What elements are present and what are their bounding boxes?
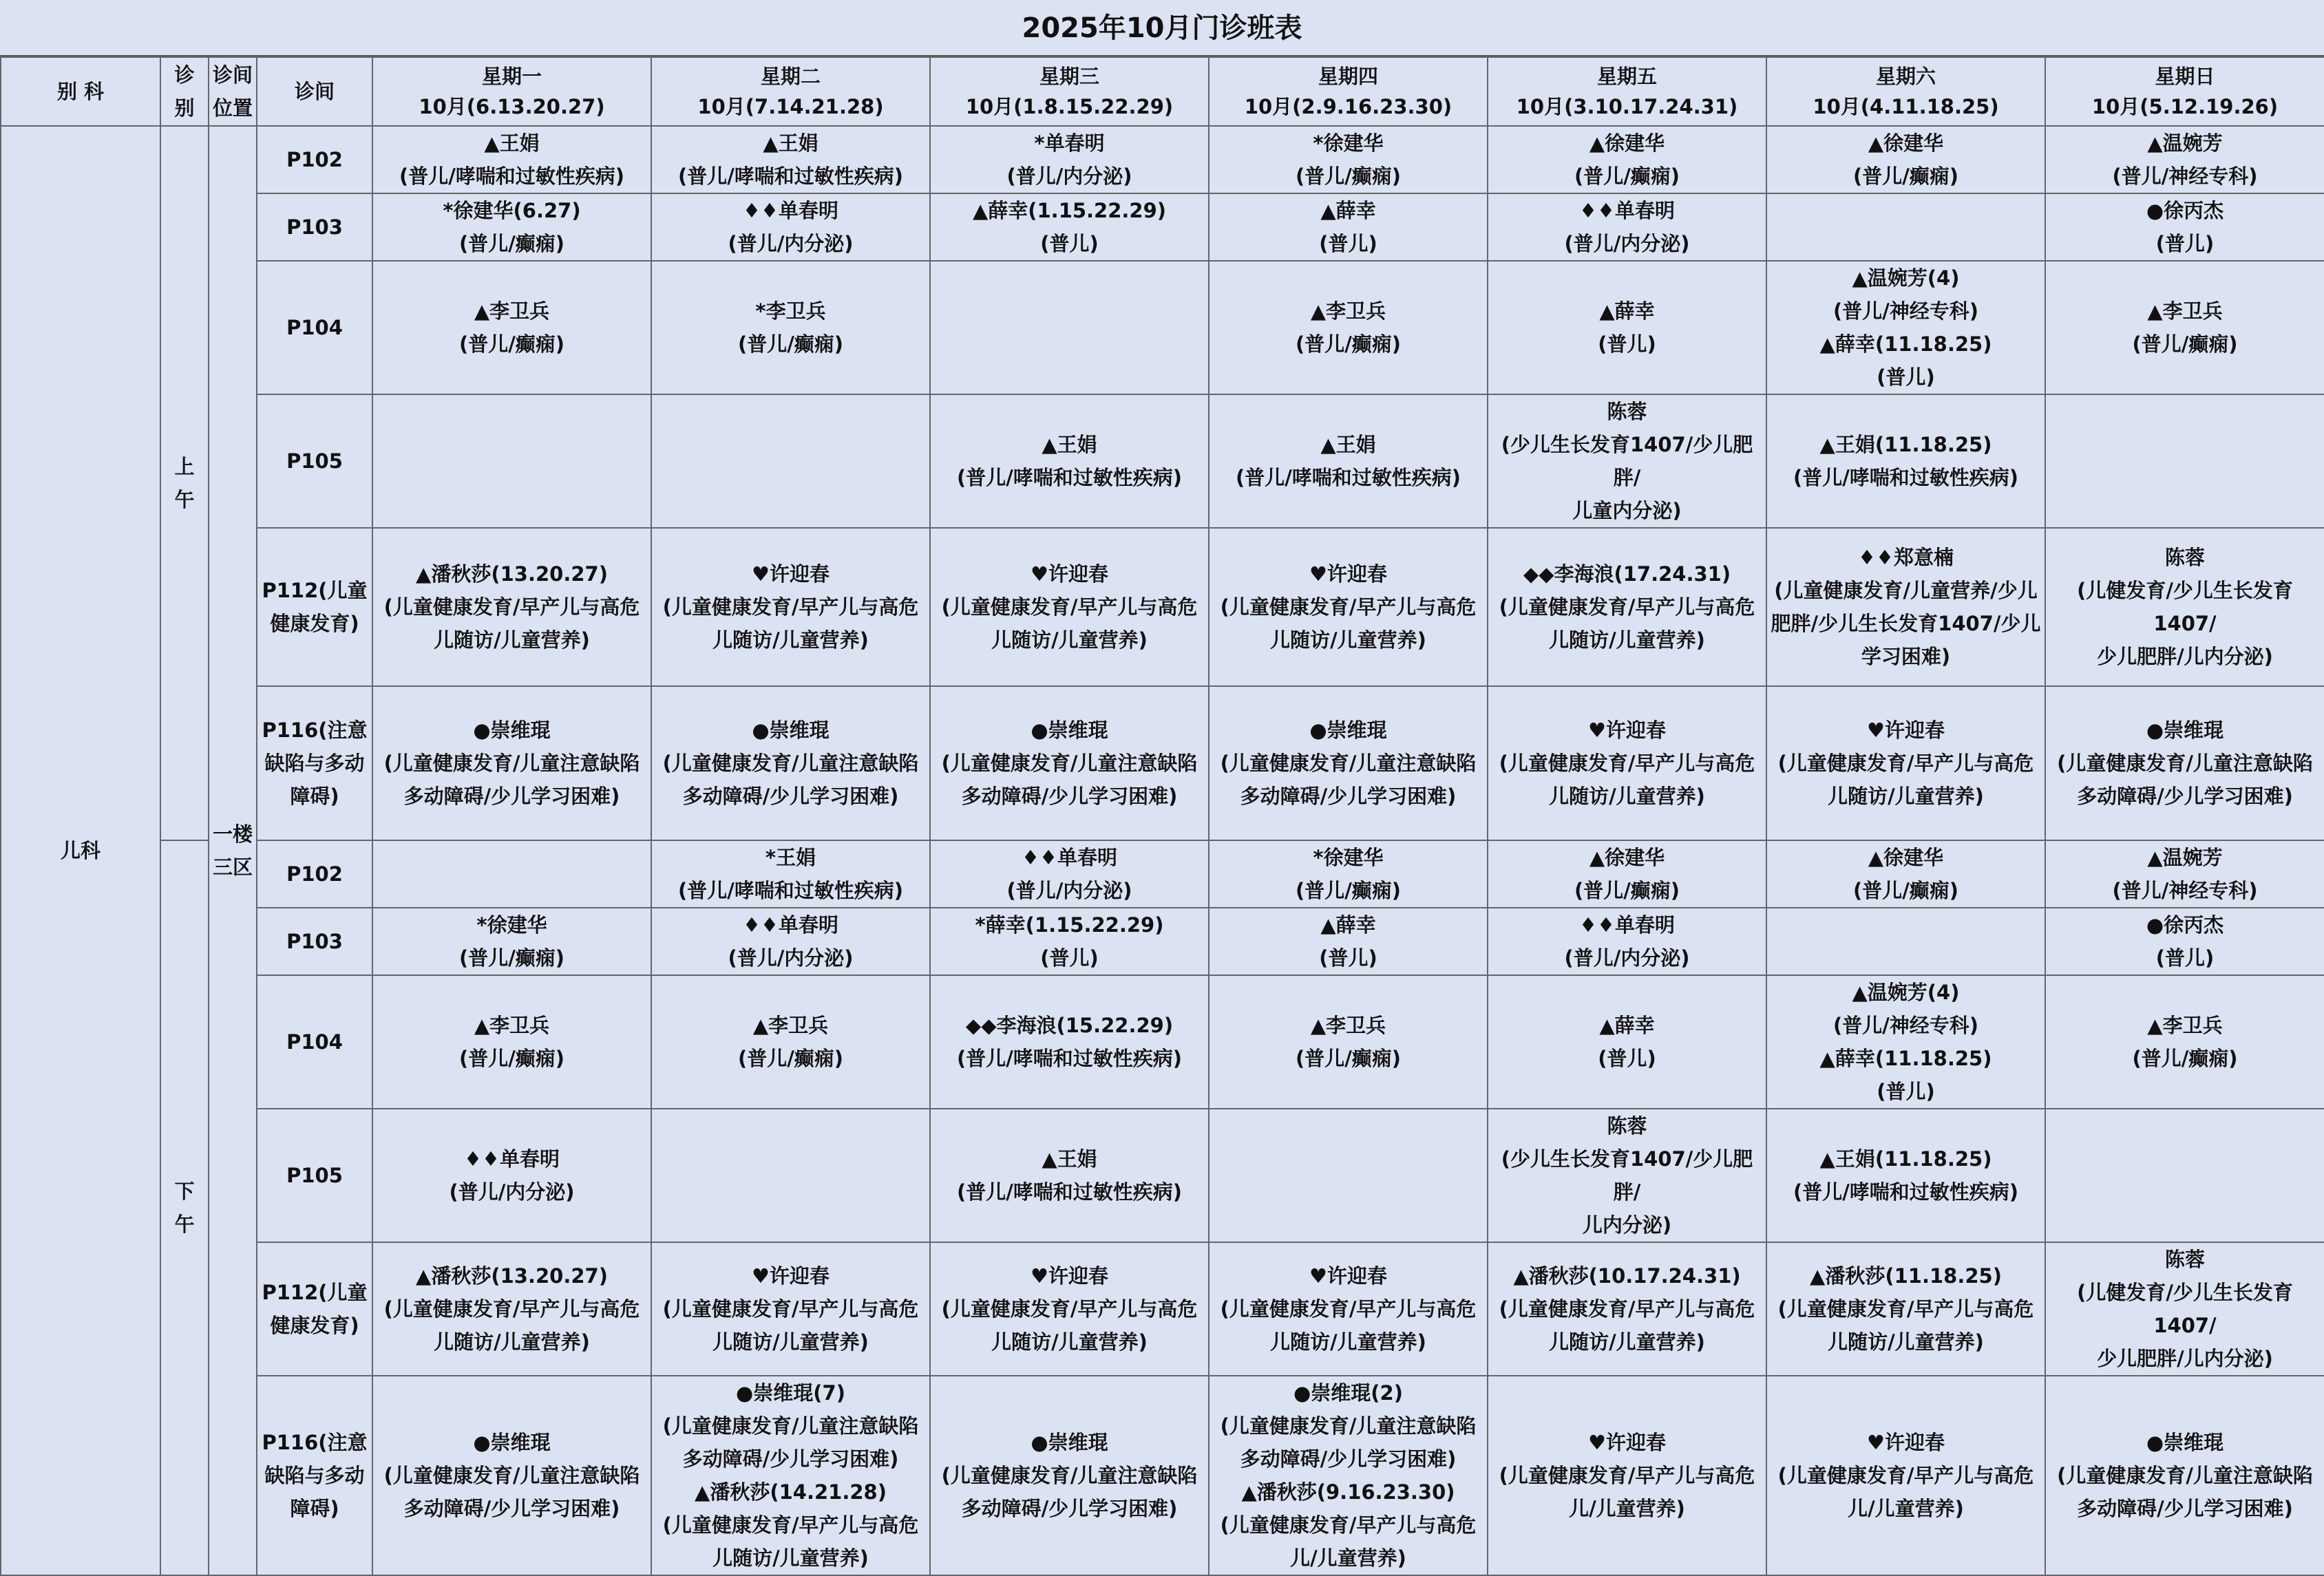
day-header — [1766, 57, 2045, 126]
schedule-cell: ▲李卫兵 (普儿/癫痫) — [2045, 975, 2324, 1109]
schedule-cell: ▲王娟 (普儿/哮喘和过敏性疾病) — [930, 394, 1209, 528]
schedule-cell: ♦♦郑意楠 (儿童健康发育/儿童营养/少儿 肥胖/少儿生长发育1407/少儿 学习困难) — [1766, 528, 2045, 686]
schedule-cell: *徐建华(6.27) (普儿/癫痫) — [372, 193, 651, 261]
room-cell: P112(儿童 健康发育) — [257, 528, 372, 686]
schedule-cell: ▲薛幸 (普儿) — [1209, 193, 1488, 261]
room-cell: P102 — [257, 840, 372, 908]
schedule-cell: ●崇维琨 (儿童健康发育/儿童注意缺陷 多动障碍/少儿学习困难) — [2045, 686, 2324, 840]
day-header — [930, 57, 1209, 126]
schedule-cell: ●崇维琨 (儿童健康发育/儿童注意缺陷 多动障碍/少儿学习困难) — [1209, 686, 1488, 840]
day-dates: 10月(5.12.19.26) — [2091, 95, 2279, 118]
day-header — [1488, 57, 1766, 126]
schedule-cell: ▲李卫兵 (普儿/癫痫) — [2045, 261, 2324, 394]
schedule-cell — [2045, 1109, 2324, 1242]
schedule-cell: ◆◆李海浪(17.24.31) (儿童健康发育/早产儿与高危 儿随访/儿童营养) — [1488, 528, 1766, 686]
schedule-cell: ♦♦单春明 (普儿/内分泌) — [930, 840, 1209, 908]
afternoon-session-cell: 下 午 — [160, 840, 209, 1575]
room-cell: P105 — [257, 1109, 372, 1242]
schedule-cell: ▲潘秋莎(13.20.27) (儿童健康发育/早产儿与高危 儿随访/儿童营养) — [372, 1242, 651, 1376]
schedule-cell — [372, 840, 651, 908]
schedule-cell: 陈蓉 (儿健发育/少儿生长发育1407/ 少儿肥胖/儿内分泌) — [2045, 1242, 2324, 1376]
schedule-cell: ●崇维琨 (儿童健康发育/儿童注意缺陷 多动障碍/少儿学习困难) — [930, 1376, 1209, 1575]
schedule-cell: ▲李卫兵 (普儿/癫痫) — [1209, 261, 1488, 394]
schedule-cell: ▲徐建华 (普儿/癫痫) — [1488, 126, 1766, 193]
schedule-table — [0, 56, 2324, 1576]
schedule-cell: *徐建华 (普儿/癫痫) — [372, 908, 651, 975]
schedule-cell — [651, 394, 930, 528]
dept-header: 别 科 — [1, 57, 160, 126]
day-header — [1209, 57, 1488, 126]
schedule-cell: ▲李卫兵 (普儿/癫痫) — [372, 975, 651, 1109]
schedule-cell: ▲李卫兵 (普儿/癫痫) — [1209, 975, 1488, 1109]
schedule-row — [1, 1376, 2324, 1575]
page-title: 2025年10月门诊班表 — [0, 0, 2324, 56]
schedule-cell — [372, 394, 651, 528]
schedule-row — [1, 528, 2324, 686]
schedule-cell: ▲潘秋莎(13.20.27) (儿童健康发育/早产儿与高危 儿随访/儿童营养) — [372, 528, 651, 686]
schedule-cell: ♦♦单春明 (普儿/内分泌) — [1488, 908, 1766, 975]
schedule-cell — [1766, 908, 2045, 975]
day-name: 星期一 — [481, 65, 542, 88]
schedule-row — [1, 1242, 2324, 1376]
schedule-cell: ♦♦单春明 (普儿/内分泌) — [1488, 193, 1766, 261]
room-cell: P103 — [257, 193, 372, 261]
schedule-cell: ●崇维琨 (儿童健康发育/儿童注意缺陷 多动障碍/少儿学习困难) — [930, 686, 1209, 840]
schedule-cell: ▲薛幸 (普儿) — [1488, 975, 1766, 1109]
day-dates: 10月(3.10.17.24.31) — [1516, 95, 1738, 118]
schedule-cell: ●崇维琨 (儿童健康发育/儿童注意缺陷 多动障碍/少儿学习困难) — [651, 686, 930, 840]
schedule-cell: ▲潘秋莎(10.17.24.31) (儿童健康发育/早产儿与高危 儿随访/儿童营养) — [1488, 1242, 1766, 1376]
schedule-row — [1, 908, 2324, 975]
schedule-cell: ●崇维琨(2) (儿童健康发育/儿童注意缺陷 多动障碍/少儿学习困难) ▲潘秋莎(9.16.23.30) (儿童健康发育/早产儿与高危 儿/儿童营养) — [1209, 1376, 1488, 1575]
schedule-cell: ♥许迎春 (儿童健康发育/早产儿与高危 儿随访/儿童营养) — [1209, 528, 1488, 686]
room-cell: P103 — [257, 908, 372, 975]
schedule-cell: ●崇维琨 (儿童健康发育/儿童注意缺陷 多动障碍/少儿学习困难) — [2045, 1376, 2324, 1575]
schedule-cell: ▲王娟 (普儿/哮喘和过敏性疾病) — [930, 1109, 1209, 1242]
department-cell: 儿科 — [1, 126, 160, 1575]
schedule-cell: ●崇维琨(7) (儿童健康发育/儿童注意缺陷 多动障碍/少儿学习困难) ▲潘秋莎(14.21.28) (儿童健康发育/早产儿与高危 儿随访/儿童营养) — [651, 1376, 930, 1575]
schedule-cell: ▲温婉芳 (普儿/神经专科) — [2045, 126, 2324, 193]
schedule-cell: ●崇维琨 (儿童健康发育/儿童注意缺陷 多动障碍/少儿学习困难) — [372, 1376, 651, 1575]
schedule-cell: ▲王娟 (普儿/哮喘和过敏性疾病) — [372, 126, 651, 193]
schedule-cell: ♦♦单春明 (普儿/内分泌) — [372, 1109, 651, 1242]
schedule-cell: ▲薛幸 (普儿) — [1488, 261, 1766, 394]
room-cell: P116(注意 缺陷与多动 障碍) — [257, 686, 372, 840]
schedule-cell — [651, 1109, 930, 1242]
day-dates: 10月(7.14.21.28) — [697, 95, 884, 118]
schedule-cell: ♦♦单春明 (普儿/内分泌) — [651, 908, 930, 975]
schedule-cell: ▲王娟(11.18.25) (普儿/哮喘和过敏性疾病) — [1766, 394, 2045, 528]
schedule-cell: ▲徐建华 (普儿/癫痫) — [1488, 840, 1766, 908]
schedule-cell: ♥许迎春 (儿童健康发育/早产儿与高危 儿/儿童营养) — [1766, 1376, 2045, 1575]
schedule-cell: 陈蓉 (儿健发育/少儿生长发育1407/ 少儿肥胖/儿内分泌) — [2045, 528, 2324, 686]
morning-session-cell: 上 午 — [160, 126, 209, 840]
day-dates: 10月(1.8.15.22.29) — [965, 95, 1174, 118]
room-cell: P104 — [257, 261, 372, 394]
day-name: 星期二 — [760, 65, 821, 88]
schedule-cell: ▲潘秋莎(11.18.25) (儿童健康发育/早产儿与高危 儿随访/儿童营养) — [1766, 1242, 2045, 1376]
schedule-cell: ▲薛幸 (普儿) — [1209, 908, 1488, 975]
schedule-cell — [1766, 193, 2045, 261]
schedule-cell: ♥许迎春 (儿童健康发育/早产儿与高危 儿随访/儿童营养) — [651, 1242, 930, 1376]
schedule-cell: ●徐丙杰 (普儿) — [2045, 908, 2324, 975]
day-name: 星期六 — [1875, 65, 1936, 88]
room-cell: P105 — [257, 394, 372, 528]
schedule-cell: *徐建华 (普儿/癫痫) — [1209, 126, 1488, 193]
header-row — [1, 57, 2324, 126]
schedule-cell: ♥许迎春 (儿童健康发育/早产儿与高危 儿随访/儿童营养) — [1209, 1242, 1488, 1376]
schedule-row — [1, 261, 2324, 394]
schedule-cell: ▲王娟 (普儿/哮喘和过敏性疾病) — [651, 126, 930, 193]
schedule-cell: *薛幸(1.15.22.29) (普儿) — [930, 908, 1209, 975]
schedule-cell: ▲徐建华 (普儿/癫痫) — [1766, 126, 2045, 193]
schedule-cell: ▲温婉芳 (普儿/神经专科) — [2045, 840, 2324, 908]
day-header — [372, 57, 651, 126]
schedule-row — [1, 394, 2324, 528]
schedule-cell: 陈蓉 (少儿生长发育1407/少儿肥胖/ 儿内分泌) — [1488, 1109, 1766, 1242]
schedule-cell: ♦♦单春明 (普儿/内分泌) — [651, 193, 930, 261]
schedule-row — [1, 193, 2324, 261]
schedule-cell: ◆◆李海浪(15.22.29) (普儿/哮喘和过敏性疾病) — [930, 975, 1209, 1109]
schedule-row — [1, 686, 2324, 840]
schedule-row — [1, 126, 2324, 193]
schedule-cell: ▲薛幸(1.15.22.29) (普儿) — [930, 193, 1209, 261]
schedule-cell: 陈蓉 (少儿生长发育1407/少儿肥胖/ 儿童内分泌) — [1488, 394, 1766, 528]
schedule-cell: ♥许迎春 (儿童健康发育/早产儿与高危 儿/儿童营养) — [1488, 1376, 1766, 1575]
schedule-cell: ▲王娟 (普儿/哮喘和过敏性疾病) — [1209, 394, 1488, 528]
day-dates: 10月(4.11.18.25) — [1813, 95, 1999, 118]
schedule-cell: *徐建华 (普儿/癫痫) — [1209, 840, 1488, 908]
schedule-cell: *王娟 (普儿/哮喘和过敏性疾病) — [651, 840, 930, 908]
schedule-cell: *单春明 (普儿/内分泌) — [930, 126, 1209, 193]
day-name: 星期日 — [2155, 65, 2215, 88]
schedule-cell: *李卫兵 (普儿/癫痫) — [651, 261, 930, 394]
schedule-cell — [930, 261, 1209, 394]
day-dates: 10月(6.13.20.27) — [419, 95, 605, 118]
schedule-cell: ●崇维琨 (儿童健康发育/儿童注意缺陷 多动障碍/少儿学习困难) — [372, 686, 651, 840]
schedule-cell: ●徐丙杰 (普儿) — [2045, 193, 2324, 261]
schedule-row — [1, 1109, 2324, 1242]
day-header — [651, 57, 930, 126]
schedule-cell: ▲温婉芳(4) (普儿/神经专科) ▲薛幸(11.18.25) (普儿) — [1766, 261, 2045, 394]
day-header — [2045, 57, 2324, 126]
schedule-cell — [1209, 1109, 1488, 1242]
schedule-cell: ▲李卫兵 (普儿/癫痫) — [372, 261, 651, 394]
location-cell: 一楼 三区 — [209, 126, 257, 1575]
schedule-cell: ▲温婉芳(4) (普儿/神经专科) ▲薛幸(11.18.25) (普儿) — [1766, 975, 2045, 1109]
schedule-cell: ♥许迎春 (儿童健康发育/早产儿与高危 儿随访/儿童营养) — [930, 1242, 1209, 1376]
day-name: 星期四 — [1318, 65, 1378, 88]
schedule-row — [1, 840, 2324, 908]
schedule-cell: ▲李卫兵 (普儿/癫痫) — [651, 975, 930, 1109]
day-name: 星期三 — [1039, 65, 1099, 88]
day-name: 星期五 — [1596, 65, 1657, 88]
room-cell: P104 — [257, 975, 372, 1109]
schedule-cell — [2045, 394, 2324, 528]
session-header: 诊 别 — [160, 57, 209, 126]
schedule-cell: ♥许迎春 (儿童健康发育/早产儿与高危 儿随访/儿童营养) — [1766, 686, 2045, 840]
day-dates: 10月(2.9.16.23.30) — [1244, 95, 1452, 118]
schedule-cell: ♥许迎春 (儿童健康发育/早产儿与高危 儿随访/儿童营养) — [930, 528, 1209, 686]
room-cell: P112(儿童 健康发育) — [257, 1242, 372, 1376]
room-cell: P116(注意 缺陷与多动 障碍) — [257, 1376, 372, 1575]
schedule-cell: ▲王娟(11.18.25) (普儿/哮喘和过敏性疾病) — [1766, 1109, 2045, 1242]
schedule-cell: ♥许迎春 (儿童健康发育/早产儿与高危 儿随访/儿童营养) — [1488, 686, 1766, 840]
room-header: 诊间 — [257, 57, 372, 126]
schedule-cell: ♥许迎春 (儿童健康发育/早产儿与高危 儿随访/儿童营养) — [651, 528, 930, 686]
schedule-cell: ▲徐建华 (普儿/癫痫) — [1766, 840, 2045, 908]
location-header: 诊间 位置 — [209, 57, 257, 126]
schedule-row — [1, 975, 2324, 1109]
room-cell: P102 — [257, 126, 372, 193]
